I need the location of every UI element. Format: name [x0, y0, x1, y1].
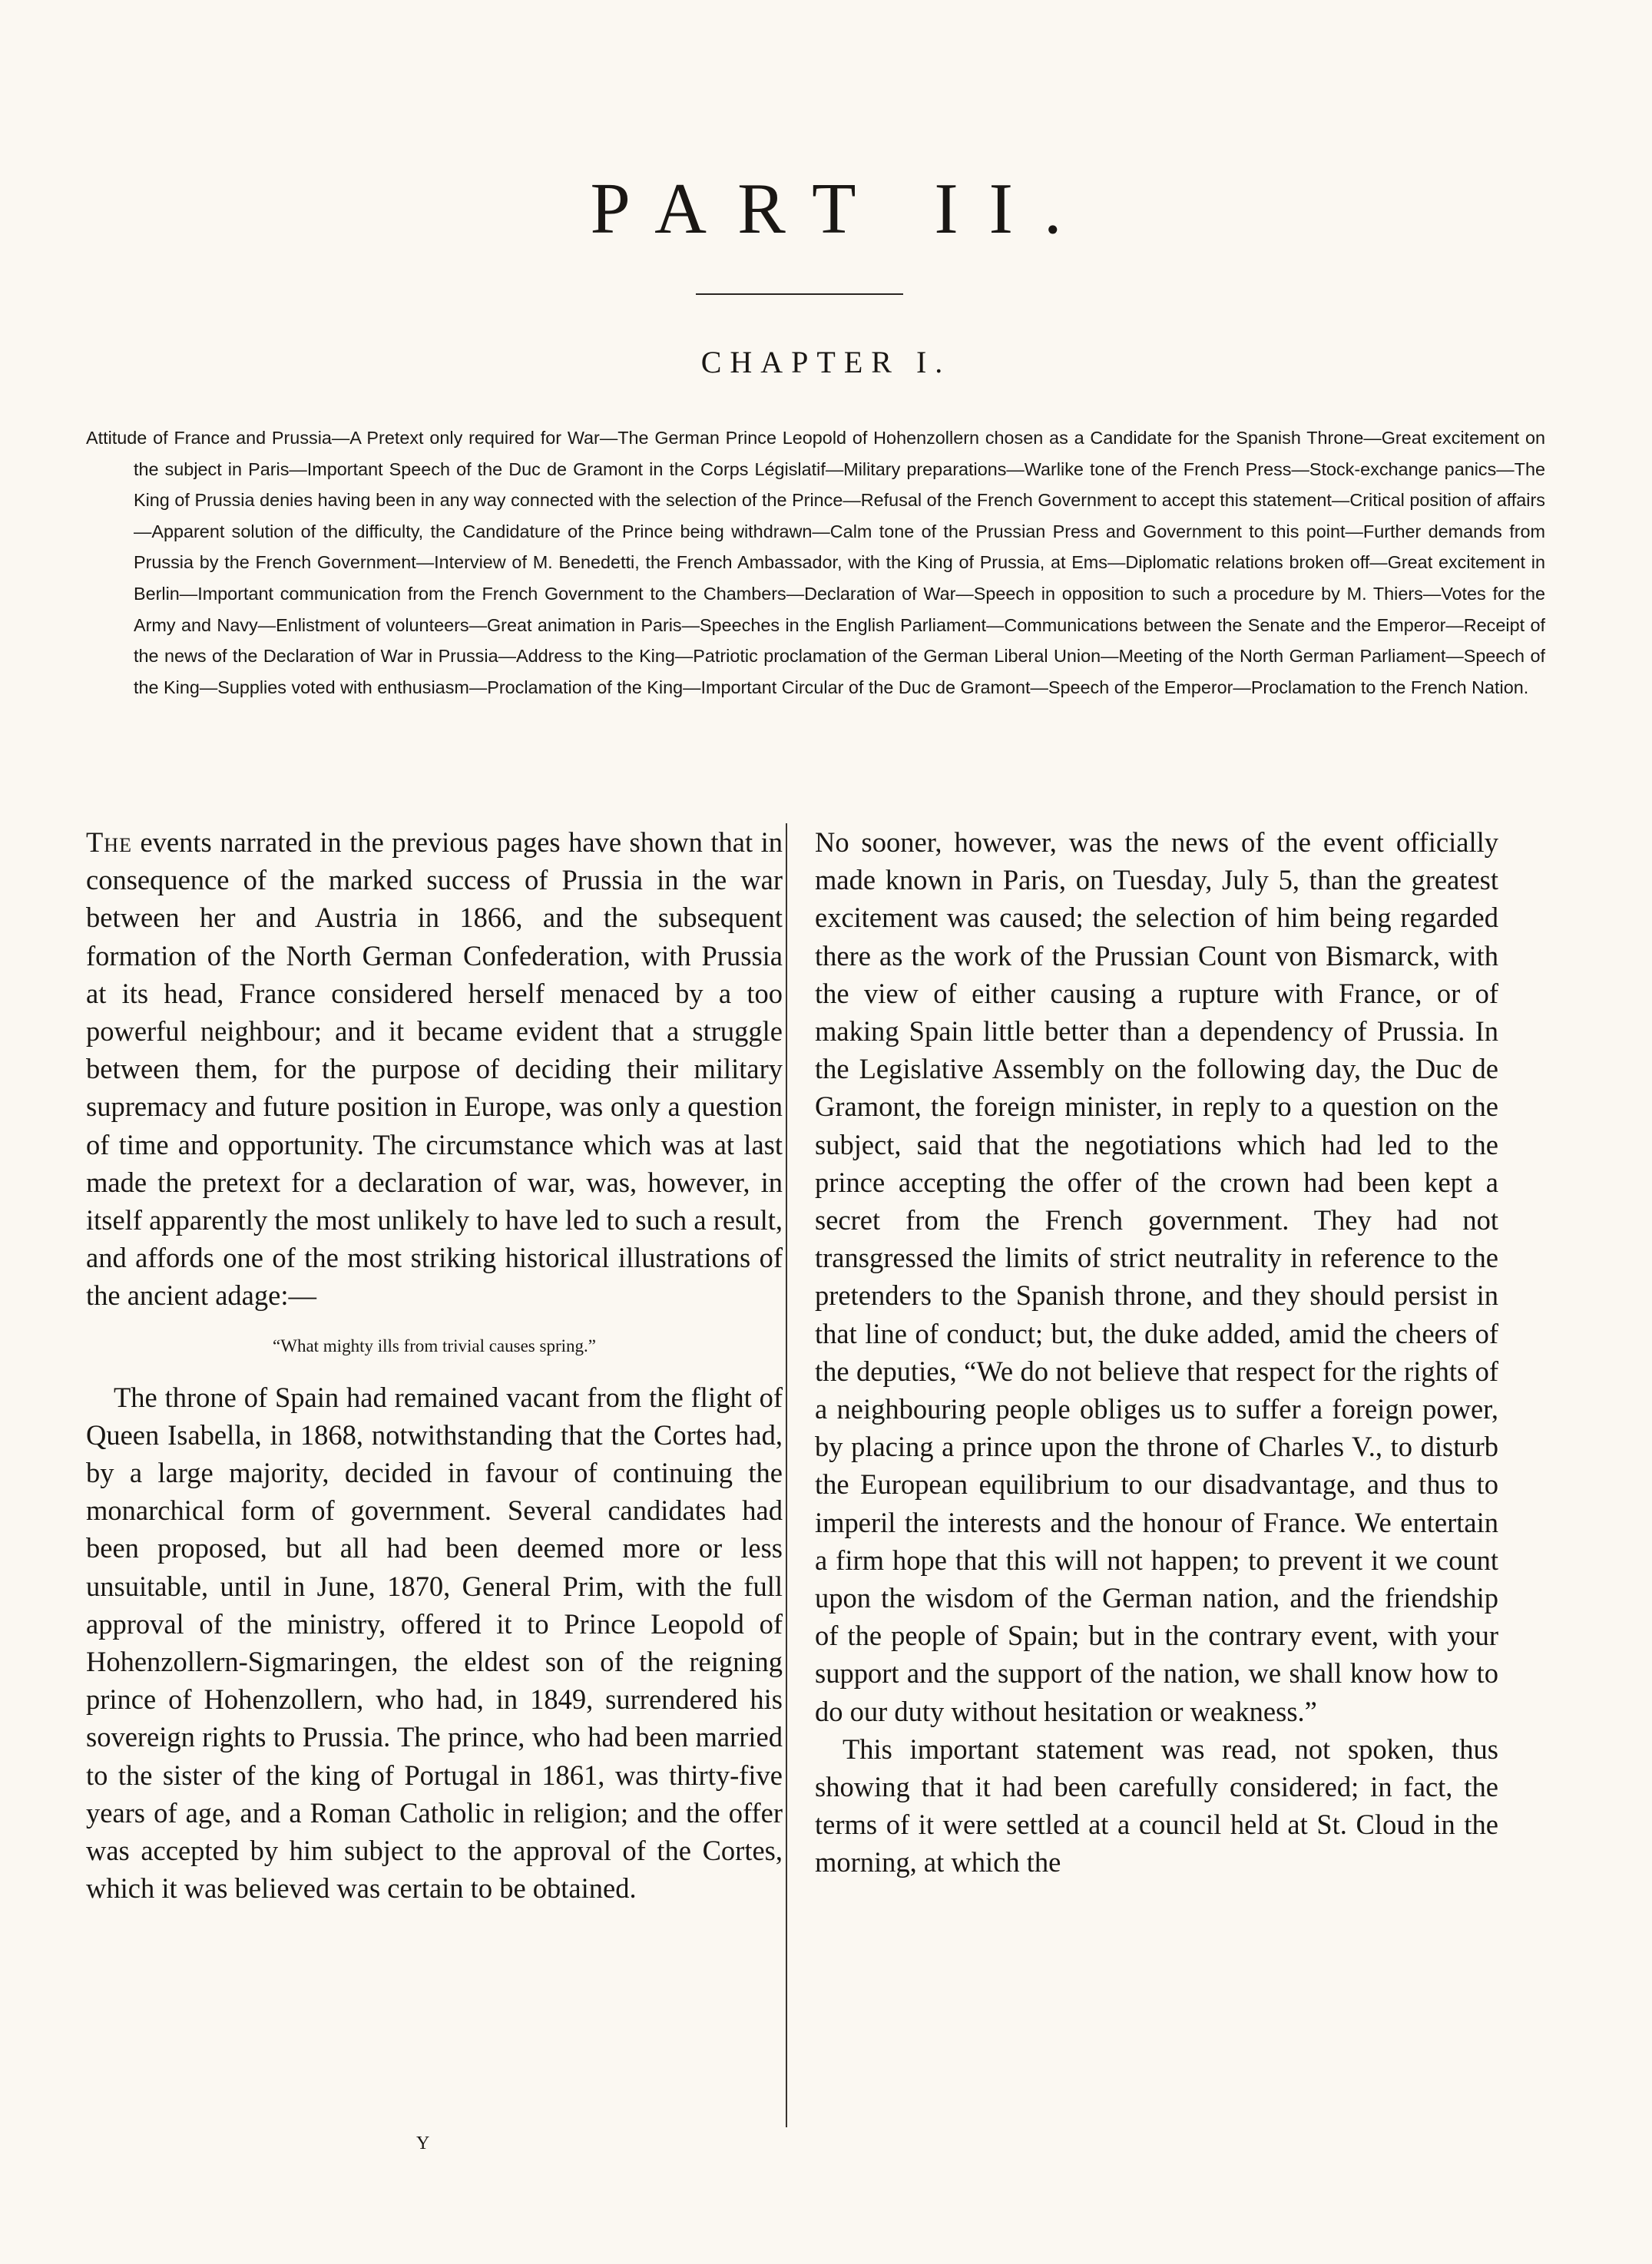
opening-paragraph [86, 823, 783, 1315]
chapter-synopsis: Attitude of France and Prussia—A Pretext only required for War—The German Prince Leopold of Hohenzollern chosen as a Candidate for the Spanish Throne—Great excitement on the subject in Paris—Important Speech of the Duc de Gramont in the Corps Législatif—Military preparations—Warlike tone of the French Press—Stock-exchange panics—The King of Prussia denies having been in any way connected with the selection of the Prince—Refusal of the French Government to accept this statement—Critical position of affairs—Apparent solution of the difficulty, the Candidature of the Prince being withdrawn—Calm tone of the Prussian Press and Government to this point—Further demands from Prussia by the French Government—Interview of M. Benedetti, the French Ambassador, with the King of Prussia, at Ems—Diplomatic relations broken off—Great excitement in Berlin—Important communication from the French Government to the Chambers—Declaration of War—Speech in opposition to such a procedure by M. Thiers—Votes for the Army and Navy—Enlistment of volunteers—Great animation in Paris—Speeches in the English Parliament—Communications between the Senate and the Emperor—Receipt of the news of the Declaration of War in Prussia—Address to the King—Patriotic proclamation of the German Liberal Union—Meeting of the North German Parliament—Speech of the King—Supplies voted with enthusiasm—Proclamation of the King—Important Circular of the Duc de Gramont—Speech of the Emperor—Proclamation to the French Nation. [86, 428, 1545, 697]
opening-paragraph-text: events narrated in the previous pages have shown that in consequence of the marked success of Prussia in the war between her and Austria in 1866, and the subsequent formation of the North German Confederation, with Prussia at its head, France considered herself menaced by a too powerful neighbour; and it became evident that a struggle between them, for the purpose of deciding their military supremacy and future position in Europe, was only a question of time and opportunity. The circumstance which was at last made the pretext for a declaration of war, was, however, in itself apparently the most unlikely to have led to such a result, and affords one of the most striking historical illustrations of the ancient adage:— [86, 826, 783, 1312]
signature-mark: Y [416, 2133, 430, 2153]
title-rule [696, 293, 903, 295]
paragraph-news-paris: No sooner, however, was the news of the event officially made known in Paris, on Tuesday, July 5, than the greatest excitement was caused; the selection of him being regarded there as the work of the Prussian Count von Bismarck, with the view of either causing a rupture with France, or of making Spain little better than a dependency of Prussia. In the Legislative Assembly on the following day, the Duc de Gramont, the foreign minister, in reply to a question on the subject, said that the negotiations which had led to the prince accepting the offer of the crown had been kept a secret from the French government. They had not transgressed the limits of strict neutrality in reference to the pretenders to the Spanish throne, and they should persist in that line of conduct; but, the duke added, amid the cheers of the deputies, “We do not believe that respect for the rights of a neighbouring people obliges us to suffer a foreign power, by placing a prince upon the throne of Charles V., to disturb the European equilibrium to our disadvantage, and thus to imperil the interests and the honour of France. We entertain a firm hope that this will not happen; to prevent it we count upon the wisdom of the German nation, and the friendship of the people of Spain; but in the contrary event, with your support and the support of the nation, we shall know how to do our duty without hesitation or weakness.” [815, 826, 1498, 1727]
paragraph-spanish-throne: The throne of Spain had remained vacant from the flight of Queen Isabella, in 1868, notwithstanding that the Cortes had, by a large majority, decided in favour of continuing the monarchical form of government. Several candidates had been proposed, but all had been deemed more or less unsuitable, until in June, 1870, General Prim, with the full approval of the ministry, offered it to Prince Leopold of Hohenzollern-Sigmaringen, the eldest son of the reigning prince of Hohenzollern, who had, in 1849, surrendered his sovereign rights to Prussia. The prince, who had been married to the sister of the king of Portugal in 1861, was thirty-five years of age, and a Roman Catholic in religion; and the offer was accepted by him subject to the approval of the Cortes, which it was believed was certain to be obtained. [86, 1381, 783, 1905]
column-divider [786, 823, 787, 2127]
paragraph-statement-read: This important statement was read, not spoken, thus showing that it had been carefully considered; in fact, the terms of it were settled at a council held at St. Cloud in the morning, at which the [815, 1733, 1498, 1878]
left-column [86, 823, 783, 1907]
right-column [815, 823, 1498, 1882]
epigraph-quote: “What mighty ills from trivial causes spring.” [273, 1336, 596, 1355]
opening-lead-word: The [86, 826, 132, 858]
part-title: PART II. [590, 169, 1093, 249]
chapter-title: CHAPTER I. [700, 345, 952, 379]
